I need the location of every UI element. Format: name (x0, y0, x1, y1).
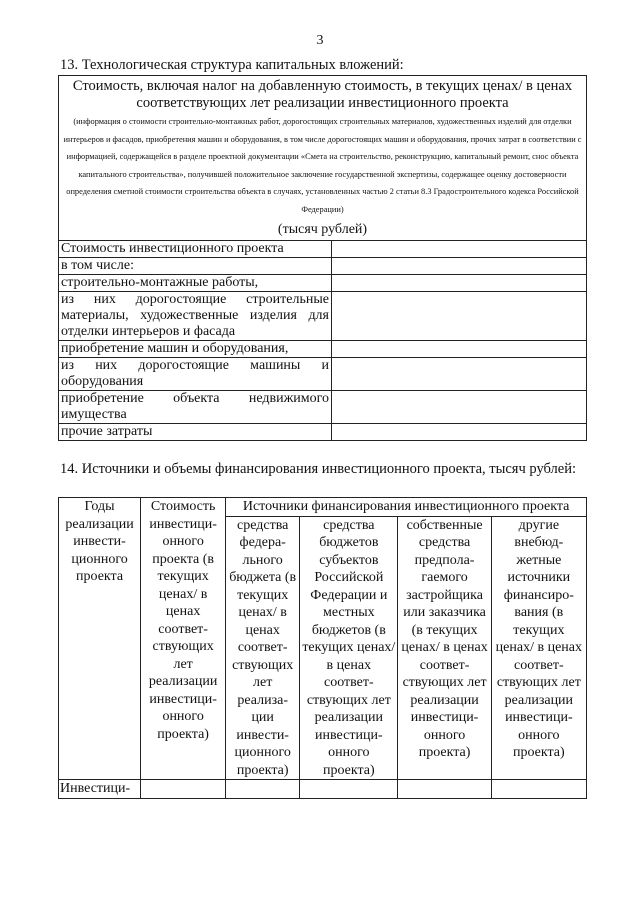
source-header: собственные средства предпола-гаемого застройщика или заказчика (в текущих ценах/ в ценах соответ-ствующих лет реализации инвестици-онного проекта) (398, 516, 491, 780)
table-row (59, 292, 587, 341)
value-cell (332, 241, 587, 258)
value-cell (226, 780, 300, 799)
table-row (59, 341, 587, 358)
header-row (59, 498, 587, 517)
row-label: Стоимость инвестиционного проекта (59, 241, 332, 258)
table-row (59, 391, 587, 424)
value-cell (332, 341, 587, 358)
caption-note: (информация о стоимости строительно-монтажных работ, дорогостоящих строительных материалов, художественных изделий для отделки интерьеров и фасадов, приобретения машин и оборудования, в том числе дорогостоящих машин и оборудования, прочих затрат в соответствии с информацией, содержащейся в разделе проектной документации «Смета на строительство, реконструкцию, капитальный ремонт, снос объекта капитального строительства», получившей положительное заключение государственной экспертизы, содержащее оценку достоверности определения сметной стоимости строительства объекта в случаях, установленных частью 2 статьи 8.3 Градостроительного кодекса Российской Федерации) (63, 117, 582, 214)
row-label: из них дорогостоящие строительные материалы, художественные изделия для отделки интерьеров и фасада (59, 292, 332, 341)
years-header: Годы реализации инвести-ционного проекта (59, 498, 141, 780)
value-cell (398, 780, 491, 799)
value-cell (332, 292, 587, 341)
table-row (59, 358, 587, 391)
capital-structure-table (58, 75, 587, 441)
table-caption-row (59, 76, 587, 241)
table-row (59, 424, 587, 441)
section-13-heading: 13. Технологическая структура капитальных вложений: (60, 57, 404, 73)
table-row (59, 780, 587, 799)
row-label: приобретение машин и оборудования, (59, 341, 332, 358)
row-label: прочие затраты (59, 424, 332, 441)
source-header: средства бюджетов субъектов Российской Федерации и местных бюджетов (в текущих ценах/ в ценах соответ-ствующих лет реализации инвестици-онного проекта) (300, 516, 398, 780)
cost-header: Стоимость инвестици-онного проекта (в текущих ценах/ в ценах соответ-ствующих лет реализации инвестици-онного проекта) (141, 498, 226, 780)
row-label: строительно-монтажные работы, (59, 275, 332, 292)
page-number: 3 (316, 33, 324, 48)
financing-sources-table (58, 497, 587, 799)
value-cell (491, 780, 586, 799)
table-row (59, 258, 587, 275)
value-cell (141, 780, 226, 799)
source-header: средства федера-льного бюджета (в текущих ценах/ в ценах соответ-ствующих лет реализа-ции инвести-ционного проекта) (226, 516, 300, 780)
sources-header: Источники финансирования инвестиционного проекта (226, 498, 587, 517)
value-cell (332, 424, 587, 441)
source-header: другие внебюд-жетные источники финансиро-вания (в текущих ценах/ в ценах соответ-ствующих лет реализации инвестици-онного проекта) (491, 516, 586, 780)
row-label: приобретение объекта недвижимого имущества (59, 391, 332, 424)
row-label: Инвестици- (59, 780, 141, 799)
value-cell (332, 358, 587, 391)
unit-label: (тысяч рублей) (277, 222, 368, 237)
value-cell (332, 258, 587, 275)
table-row (59, 275, 587, 292)
value-cell (332, 391, 587, 424)
value-cell (300, 780, 398, 799)
row-label: из них дорогостоящие машины и оборудования (59, 358, 332, 391)
caption-main: Стоимость, включая налог на добавленную стоимость, в текущих ценах/ в ценах соответствующих лет реализации инвестиционного проекта (72, 78, 573, 111)
section-14-heading: 14. Источники и объемы финансирования инвестиционного проекта, тысяч рублей: (60, 461, 576, 477)
row-label: в том числе: (59, 258, 332, 275)
value-cell (332, 275, 587, 292)
table-row (59, 241, 587, 258)
